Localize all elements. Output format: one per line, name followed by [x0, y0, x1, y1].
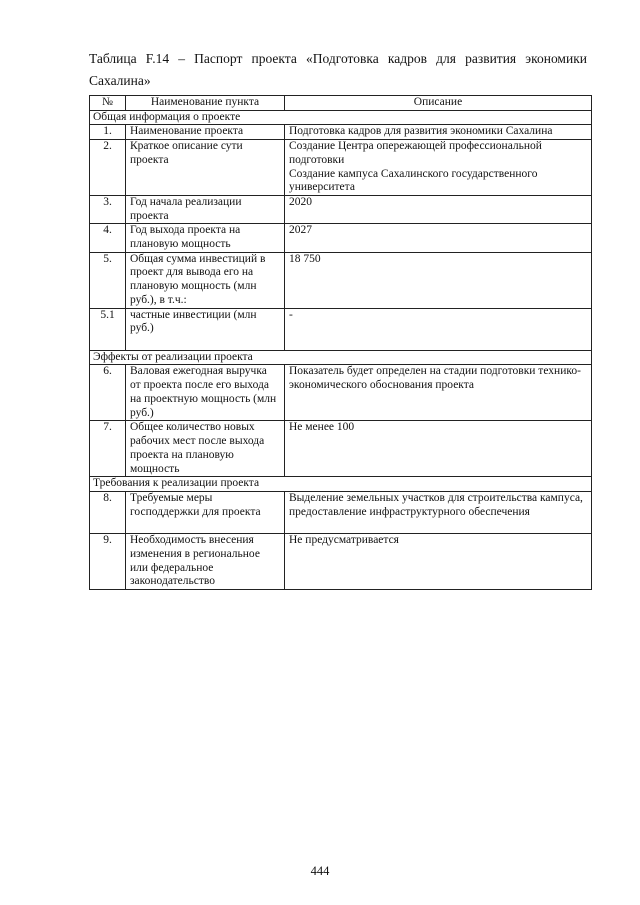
- description-line: 2020: [289, 195, 312, 208]
- header-description: Описание: [285, 96, 592, 111]
- description-line: Создание кампуса Сахалинского государственного университета: [289, 167, 538, 194]
- row-description: [285, 492, 592, 534]
- row-item-name: Краткое описание сути проекта: [126, 140, 285, 196]
- row-number: 5.1: [90, 308, 126, 350]
- project-passport-table: [89, 95, 592, 590]
- header-item-name: Наименование пункта: [126, 96, 285, 111]
- row-number: 2.: [90, 140, 126, 196]
- table-body: [90, 110, 592, 589]
- row-item-name: Год начала реализации проекта: [126, 195, 285, 223]
- row-description: [285, 365, 592, 421]
- description-line: 18 750: [289, 252, 321, 265]
- description-line: Не менее 100: [289, 421, 355, 434]
- table-row: [90, 308, 592, 350]
- row-number: 7.: [90, 421, 126, 477]
- table-row: [90, 492, 592, 534]
- table-row: [90, 252, 592, 308]
- table-header-row: [90, 96, 592, 111]
- table-row: [90, 125, 592, 140]
- description-line: Создание Центра опережающей профессиональной подготовки: [289, 140, 542, 166]
- table-row: [90, 421, 592, 477]
- section-row: [90, 110, 592, 125]
- row-number: 4.: [90, 224, 126, 252]
- row-number: 9.: [90, 534, 126, 590]
- row-item-name: Общее количество новых рабочих мест после выхода проекта на плановую мощность: [126, 421, 285, 477]
- table-row: [90, 140, 592, 196]
- row-number: 5.: [90, 252, 126, 308]
- row-item-name: Год выхода проекта на плановую мощность: [126, 224, 285, 252]
- row-description: [285, 140, 592, 196]
- table-row: [90, 224, 592, 252]
- table-caption: Таблица F.14 – Паспорт проекта «Подготовка кадров для развития экономики Сахалина»: [89, 51, 587, 88]
- row-number: 1.: [90, 125, 126, 140]
- row-description: [285, 534, 592, 590]
- description-line: Показатель будет определен на стадии подготовки технико-экономического обоснования проекта: [289, 365, 581, 392]
- row-item-name: Общая сумма инвестиций в проект для вывода его на плановую мощность (млн руб.), в т.ч.:: [126, 252, 285, 308]
- row-number: 3.: [90, 195, 126, 223]
- row-item-name: Валовая ежегодная выручка от проекта после его выхода на проектную мощность (млн руб.): [126, 365, 285, 421]
- table-row: [90, 195, 592, 223]
- row-item-name: Наименование проекта: [126, 125, 285, 140]
- description-line: 2027: [289, 224, 312, 237]
- description-line: Не предусматривается: [289, 534, 399, 547]
- table-row: [90, 365, 592, 421]
- section-row: [90, 477, 592, 492]
- header-number: №: [90, 96, 126, 111]
- description-line: Подготовка кадров для развития экономики Сахалина: [289, 125, 553, 138]
- section-title: Общая информация о проекте: [90, 110, 592, 125]
- row-description: [285, 125, 592, 140]
- description-line: Выделение земельных участков для строительства кампуса, предоставление инфраструктурного обеспечения: [289, 492, 583, 518]
- row-description: [285, 224, 592, 252]
- row-description: [285, 252, 592, 308]
- row-description: [285, 195, 592, 223]
- row-description: [285, 308, 592, 350]
- section-title: Требования к реализации проекта: [90, 477, 592, 492]
- description-line: -: [289, 308, 293, 321]
- page-number: 444: [310, 864, 330, 878]
- row-number: 6.: [90, 365, 126, 421]
- row-item-name: Необходимость внесения изменения в региональное или федеральное законодательство: [126, 534, 285, 590]
- row-item-name: Требуемые меры господдержки для проекта: [126, 492, 285, 534]
- section-row: [90, 350, 592, 365]
- row-item-name: частные инвестиции (млн руб.): [126, 308, 285, 350]
- table-row: [90, 534, 592, 590]
- section-title: Эффекты от реализации проекта: [90, 350, 592, 365]
- row-number: 8.: [90, 492, 126, 534]
- row-description: [285, 421, 592, 477]
